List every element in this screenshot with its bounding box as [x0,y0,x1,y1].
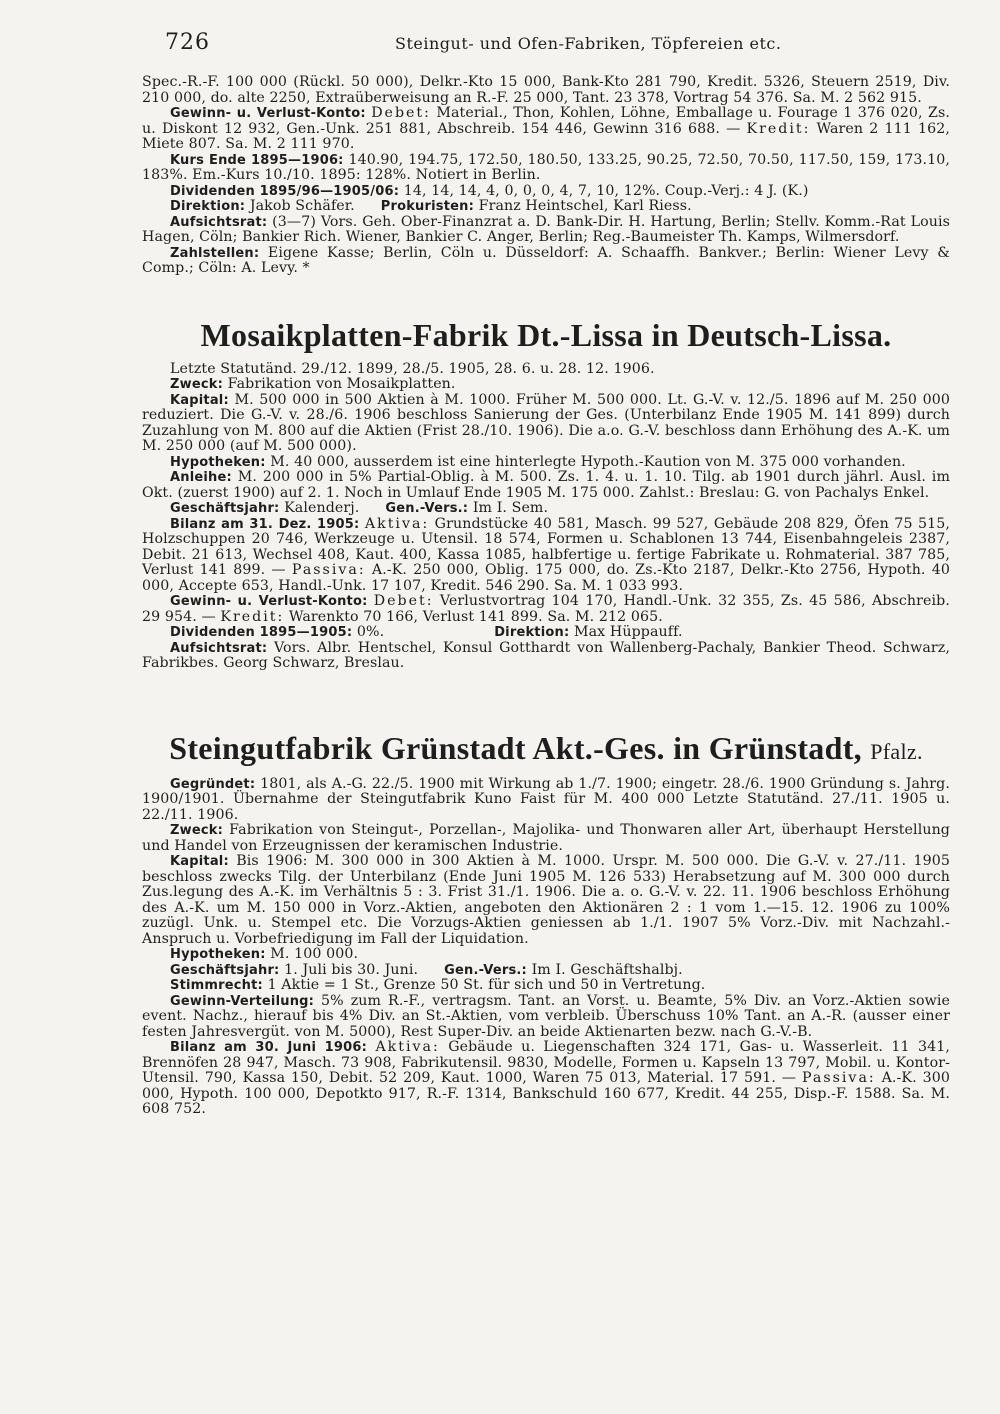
bilanz-passiva-text: A.-K. 300 000, Hypoth. 100 000, Depotkto 917, R.-F. 1314, Bankschuld 160 677, Kredit. 44 255, Disp.-F. 1588. Sa. M. 608 752. [142,1070,950,1117]
company-title: Mosaikplatten-Fabrik Dt.-Lissa in Deutsch-Lissa. [200,316,892,353]
aufsichtsrat-label: Aufsichtsrat: [170,640,268,656]
gen-vers-label: Gen.-Vers.: [385,501,469,516]
gewinn-verlust-paragraph [142,106,950,153]
bilanz-aktiva-text: Grundstücke 40 581, Masch. 99 527, Gebäude 208 829, Öfen 75 515, Holzschuppen 20 746, Werkzeuge u. Utensil. 18 574, Formen u. Schablonen 13 744, Eisenbahngeleis 2387, Debit. 21 613, Wechsel 408, Kaut. 400, Kassa 1085, halbfertige u. fertige Fabrikate u. Rohmaterial. 387 785, Verlust 141 899. — [142,515,950,578]
direktion-label: Direktion: [494,625,570,640]
passiva-label: Passiva: [291,562,366,578]
passiva-label: Passiva: [801,1070,876,1086]
zahlstellen-text: Eigene Kasse; Berlin, Cöln u. Düsseldorf: A. Schaaffh. Bankver.; Berlin: Wiener Levy & Comp.; Cöln: A. Levy. * [142,244,950,276]
company-title-main: Steingutfabrik Grünstadt Akt.-Ges. in Grünstadt, [169,729,862,766]
kapital-label: Kapital: [170,392,229,408]
gen-vers-label: Gen.-Vers.: [444,962,527,978]
direktion-text: Jakob Schäfer. [249,198,355,214]
kapital-text: Bis 1906: M. 300 000 in 300 Aktien à M. 1000. Urspr. M. 500 000. Die G.-V. v. 27./11. 1905 beschloss zwecks Tilg. der Unterbilanz (Ende Juni 1905 M. 126 533) Herabsetzung auf M. 300 000 durch Zus.legung des A.-K. im Verhältnis 5 : 3. Frist 31./1. 1906. Die a. o. G.-V. v. 22. 11. 1906 beschloss Erhöhung des A.-K. um M. 150 000 in Vorz.-Aktien, angeboten den Aktionären 2 : 1 vom 1.—15. 12. 1906 zu 100% zuzügl. Unk. u. Stempel etc. Die Vorzugs-Aktien geniessen ab 1./1. 1907 5% Vorz.-Div. mit Nachzahl.-Anspruch u. Vorbefriedigung im Fall der Liquidation. [142,853,950,947]
previous-entry-continuation [142,75,950,277]
company-title [142,730,950,767]
bilanz-label: Bilanz am 31. Dez. 1905: [170,516,360,532]
debet-label: Debet: [371,105,431,121]
statut-paragraph: Letzte Statutänd. 29./12. 1899, 28./5. 1905, 28. 6. u. 28. 12. 1906. [170,360,655,377]
spec-paragraph: Spec.-R.-F. 100 000 (Rückl. 50 000), Delkr.-Kto 15 000, Bank-Kto 281 790, Kredit. 5326, Steuern 2519, Div. 210 000, do. alte 2250, Extraüberweisung an R.-F. 25 000, Tant. 23 378, Vortrag 54 376. Sa. M. 2 562 915. [142,74,950,106]
kurs-label: Kurs Ende 1895—1906: [170,152,344,168]
gegruendet-paragraph [142,777,950,824]
company-title-suffix: Pfalz. [870,738,923,764]
zweck-paragraph [142,823,950,854]
bilanz-passiva-text: A.-K. 250 000, Oblig. 175 000, do. Zs.-Kto 2187, Delkr.-Kto 2756, Hypoth. 40 000, Accepte 653, Handl.-Unk. 17 107, Kredit. 546 290. Sa. M. 1 033 993. [142,562,950,594]
hypotheken-label: Hypotheken: [170,947,266,962]
geschaeftsjahr-text: Kalenderj. [284,500,360,516]
kredit-label: Kredit: [220,608,285,625]
direktion-label: Direktion: [170,199,246,214]
zweck-label: Zweck: [170,823,224,838]
zweck-text: Fabrikation von Mosaikplatten. [227,376,456,392]
bilanz-paragraph [142,517,950,595]
bilanz-aktiva-text: Gebäude u. Liegenschaften 324 171, Gas- u. Wasserleit. 11 341, Brennöfen 28 947, Masch. 73 908, Fabrikutensil. 9830, Modelle, Formen u. Kapseln 13 797, Mobil. u. Kontor-Utensil. 790, Kassa 150, Debit. 52 209, Kaut. 1000, Waren 75 013, Material. 17 591. — [142,1039,950,1086]
dividenden-label: Dividenden 1895—1905: [170,625,353,640]
anleihe-label: Anleihe: [170,470,232,485]
gewinn-verlust-label: Gewinn- u. Verlust-Konto: [170,106,366,121]
kapital-label: Kapital: [170,854,229,869]
gewinn-verlust-debet-text: Material., Thon, Kohlen, Löhne, Emballage u. Fourage 1 376 020, Zs. u. Diskont 12 932, Gen.-Unk. 251 881, Abschreib. 154 446, Gewinn 316 688. — [142,105,950,137]
prokuristen-text: Franz Heintschel, Karl Riess. [478,198,692,214]
kapital-paragraph [142,854,950,947]
hypotheken-paragraph [142,455,950,471]
zahlstellen-label: Zahlstellen: [170,245,260,261]
prokuristen-label: Prokuristen: [380,199,474,214]
dividenden-paragraph [142,625,950,641]
gewinn-verlust-label: Gewinn- u. Verlust-Konto: [170,594,368,609]
zweck-label: Zweck: [170,377,224,392]
zahlstellen-paragraph [142,246,950,277]
aufsichtsrat-text: Vors. Albr. Hentschel, Konsul Gotthardt von Wallenberg-Pachaly, Bankier Theod. Schwarz, Fabrikbes. Georg Schwarz, Breslau. [142,639,950,671]
hypotheken-text: M. 100 000. [270,946,359,962]
geschaeftsjahr-text: 1. Juli bis 30. Juni. [284,961,419,978]
gen-vers-text: Im I. Geschäftshalbj. [531,961,683,978]
running-head: Steingut- und Ofen-Fabriken, Töpfereien etc. [395,34,782,53]
dividenden-label: Dividenden 1895/96—1905/06: [170,183,400,199]
stimmrecht-text: 1 Aktie = 1 St., Grenze 50 St. für sich und 50 in Vertretung. [267,977,706,993]
company-entry-mosaikplatten [142,317,950,672]
page-header [165,30,955,60]
direktion-paragraph [142,199,950,215]
gegruendet-label: Gegründet: [170,776,256,792]
dividenden-text: 14, 14, 14, 4, 0, 0, 0, 4, 7, 10, 12%. Coup.-Verj.: 4 J. (K.) [403,182,809,199]
gewinn-verlust-kredit-text: Warenkto 70 166, Verlust 141 899. Sa. M. 212 065. [288,608,663,625]
gewinn-verteilung-text: 5% zum R.-F., vertragsm. Tant. an Vorst. u. Beamte, 5% Div. an Vorz.-Aktien sowie event. Nachz., hierauf bis 4% Div. an St.-Aktien, vom verbleib. Überschuss 10% Tant. an A.-R. (ausser einer festen Jahresvergüt. von M. 5000), Rest Super-Div. an beide Aktienarten bezw. nach G.-V.-B. [142,992,950,1040]
bilanz-label: Bilanz am 30. Juni 1906: [170,1040,368,1055]
kapital-text: M. 500 000 in 500 Aktien à M. 1000. Früher M. 500 000. Lt. G.-V. v. 12./5. 1896 auf M. 250 000 reduziert. Die G.-V. v. 28./6. 1906 beschloss Sanierung der Ges. (Unterbilanz Ende 1905 M. 141 899) durch Zuzahlung von M. 800 auf die Aktien (Frist 28./10. 1906). Die a.o. G.-V. beschloss dann Erhöhung des A.-K. um M. 250 000 (auf M. 500 000). [142,391,950,454]
company-entry-gruenstadt [142,730,950,1118]
bilanz-paragraph [142,1040,950,1118]
stimmrecht-label: Stimmrecht: [170,978,263,993]
page-content [142,75,950,1118]
gewinn-verteilung-label: Gewinn-Verteilung: [170,993,315,1009]
kurs-paragraph [142,153,950,184]
gewinn-verlust-kredit-text: Waren 2 111 162, Miete 807. Sa. M. 2 111 970. [142,120,950,152]
kapital-paragraph [142,393,950,455]
geschaeftsjahr-label: Geschäftsjahr: [170,501,280,516]
anleihe-paragraph [142,470,950,501]
anleihe-text: M. 200 000 in 5% Partial-Oblig. à M. 500. Zs. 1. 4. u. 1. 10. Tilg. ab 1901 durch jährl. Ausl. im Okt. (zuerst 1900) auf 2. 1. Noch in Umlauf Ende 1905 M. 175 000. Zahlst.: Breslau: G. von Pachalys Enkel. [142,469,950,501]
hypotheken-paragraph [142,947,950,963]
geschaeftsjahr-label: Geschäftsjahr: [170,962,280,978]
stimmrecht-paragraph [142,978,950,994]
aufsichtsrat-text: (3—7) Vors. Geh. Ober-Finanzrat a. D. Bank-Dir. H. Hartung, Berlin; Stellv. Komm.-Rat Louis Hagen, Cöln; Bankier Rich. Wiener, Bankier C. Anger, Berlin; Reg.-Baumeister Th. Kamps, Wilmersdorf. [142,213,950,245]
dividenden-text: 0%. [356,624,385,640]
aktiva-label: Aktiva: [375,1039,440,1055]
gegruendet-text: 1801, als A.-G. 22./5. 1900 mit Wirkung ab 1./7. 1900; eingetr. 28./6. 1900 Gründung s. Jahrg. 1900/1901. Übernahme der Steingutfabrik Kuno Faist für M. 400 000 Letzte Statutänd. 27./11. 1905 u. 22./11. 1906. [142,775,950,823]
hypotheken-text: M. 40 000, ausserdem ist eine hinterlegte Hypoth.-Kaution von M. 375 000 vorhanden. [270,453,906,470]
aufsichtsrat-paragraph [142,215,950,246]
gewinn-verlust-debet-text: Verlustvortrag 104 170, Handl.-Unk. 32 355, Zs. 45 586, Abschreib. 29 954. — [142,593,950,625]
direktion-text: Max Hüppauff. [574,624,683,640]
debet-label: Debet: [373,593,434,609]
dividenden-paragraph [142,184,950,200]
gewinn-verlust-paragraph [142,594,950,625]
aufsichtsrat-paragraph [142,641,950,672]
kurs-text: 140.90, 194.75, 172.50, 180.50, 133.25, 90.25, 72.50, 70.50, 117.50, 159, 173.10, 183%. Em.-Kurs 10./10. 1895: 128%. Notiert in Berlin. [142,151,950,183]
hypotheken-label: Hypotheken: [170,454,266,470]
page-number: 726 [165,30,210,55]
aufsichtsrat-label: Aufsichtsrat: [170,214,268,230]
zweck-text: Fabrikation von Steingut-, Porzellan-, Majolika- und Thonwaren aller Art, überhaupt Herstellung und Handel von Erzeugnissen der keramischen Industrie. [142,822,950,854]
gen-vers-text: Im I. Sem. [472,500,549,516]
zweck-paragraph [142,377,950,393]
geschaeftsjahr-paragraph [142,963,950,979]
aktiva-label: Aktiva: [364,515,430,532]
kredit-label: Kredit: [746,120,811,137]
geschaeftsjahr-paragraph [142,501,950,517]
gewinn-verteilung-paragraph [142,994,950,1041]
